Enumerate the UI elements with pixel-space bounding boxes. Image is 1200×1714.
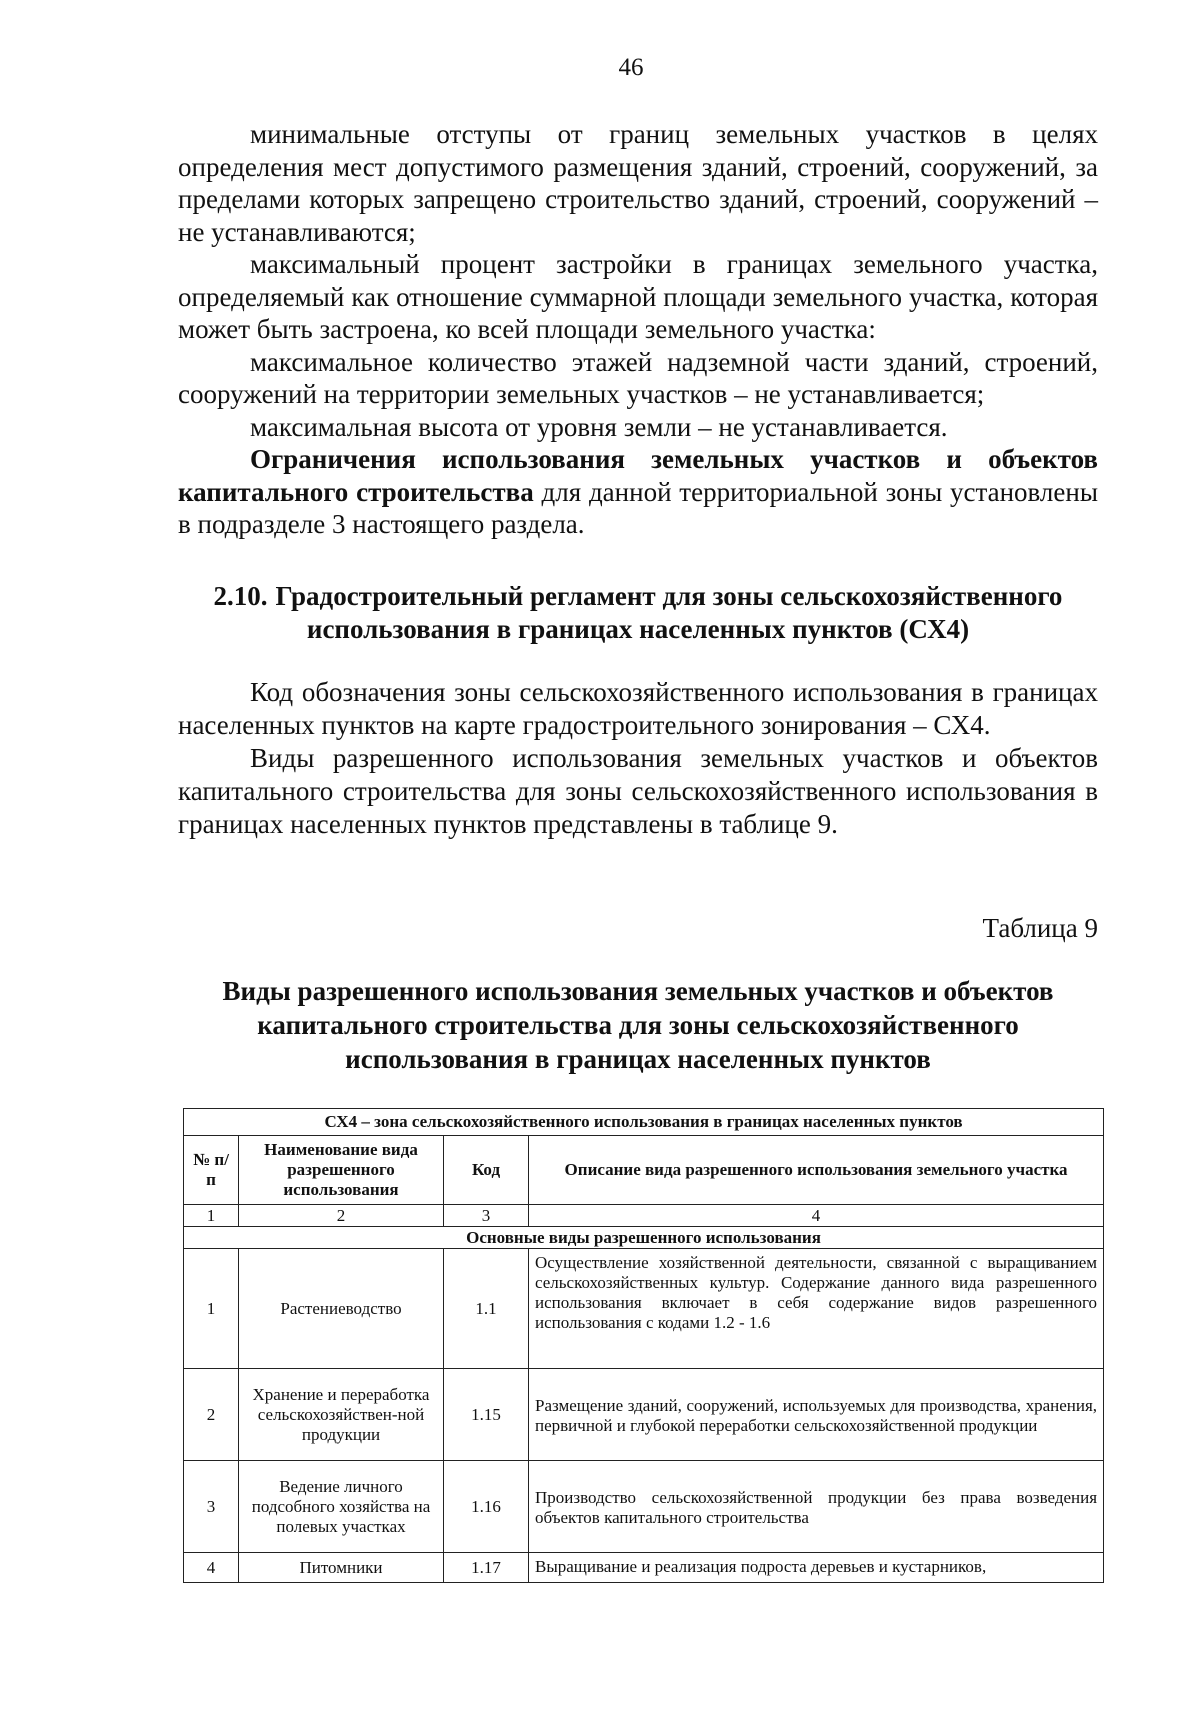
paragraph-setbacks: минимальные отступы от границ земельных участков в целях определения мест допустимого размещения зданий, строений, сооружений, за пределами которых запрещено строительство зданий, строений, сооружений – не устанавливаются; bbox=[178, 119, 1098, 247]
permitted-uses-table bbox=[183, 1108, 1104, 1583]
header-name: Наименование вида разрешенного использования bbox=[239, 1136, 444, 1205]
row-name: Растениеводство bbox=[239, 1249, 444, 1369]
row-code: 1.17 bbox=[444, 1553, 529, 1583]
index-cell: 2 bbox=[239, 1205, 444, 1227]
index-cell: 4 bbox=[529, 1205, 1104, 1227]
table-zone-row bbox=[184, 1109, 1104, 1136]
row-desc: Осуществление хозяйственной деятельности, связанной с выращиванием сельскохозяйственных культур. Содержание данного вида разрешенного использования включает в себя содержание видов разрешенного использования с кодами 1.2 - 1.6 bbox=[529, 1249, 1104, 1369]
top-paragraphs bbox=[178, 118, 1098, 541]
row-num: 4 bbox=[184, 1553, 239, 1583]
section-number: 2.10. bbox=[213, 581, 268, 611]
header-num: № п/п bbox=[184, 1136, 239, 1205]
table-subheader-row bbox=[184, 1227, 1104, 1249]
table-row bbox=[184, 1553, 1104, 1583]
row-desc: Производство сельскохозяйственной продукции без права возведения объектов капитального строительства bbox=[529, 1461, 1104, 1553]
index-cell: 1 bbox=[184, 1205, 239, 1227]
row-num: 3 bbox=[184, 1461, 239, 1553]
table-row bbox=[184, 1249, 1104, 1369]
table-row bbox=[184, 1461, 1104, 1553]
index-cell: 3 bbox=[444, 1205, 529, 1227]
paragraph-zone-code: Код обозначения зоны сельскохозяйственного использования в границах населенных пунктов на карте градостроительного зонирования – СХ4. bbox=[178, 677, 1098, 740]
page-number: 46 bbox=[618, 54, 644, 81]
middle-paragraphs bbox=[178, 676, 1098, 841]
table-header-row bbox=[184, 1136, 1104, 1205]
row-desc: Размещение зданий, сооружений, используемых для производства, хранения, первичной и глубокой переработки сельскохозяйственной продукции bbox=[529, 1369, 1104, 1461]
row-code: 1.16 bbox=[444, 1461, 529, 1553]
row-name: Хранение и переработка сельскохозяйствен-ной продукции bbox=[239, 1369, 444, 1461]
table-index-row bbox=[184, 1205, 1104, 1227]
paragraph-building-percent: максимальный процент застройки в границах земельного участка, определяемый как отношение суммарной площади земельного участка, которая может быть застроена, ко всей площади земельного участка: bbox=[178, 249, 1098, 344]
restrictions-bold: Ограничения использования земельных участков и объектов капитального строительства bbox=[178, 444, 1098, 507]
row-desc: Выращивание и реализация подроста деревьев и кустарников, bbox=[529, 1553, 1104, 1583]
restrictions-rest: для данной территориальной зоны установлены в подразделе 3 настоящего раздела. bbox=[178, 476, 1098, 539]
row-code: 1.15 bbox=[444, 1369, 529, 1461]
paragraph-height: максимальная высота от уровня земли – не устанавливается. bbox=[250, 411, 948, 442]
table-title: Виды разрешенного использования земельных участков и объектов капитального строительства для зоны сельскохозяйственного использования в границах населенных пунктов bbox=[222, 976, 1054, 1074]
table-row bbox=[184, 1369, 1104, 1461]
section-heading bbox=[178, 580, 1098, 646]
row-num: 1 bbox=[184, 1249, 239, 1369]
paragraph-floors: максимальное количество этажей надземной части зданий, строений, сооружений на территории земельных участков – не устанавливается; bbox=[178, 346, 1098, 409]
zone-header-cell: СХ4 – зона сельскохозяйственного использования в границах населенных пунктов bbox=[184, 1109, 1104, 1136]
section-title: Градостроительный регламент для зоны сельскохозяйственного использования в границах населенных пунктов (СХ4) bbox=[275, 581, 1063, 644]
header-desc: Описание вида разрешенного использования земельного участка bbox=[529, 1136, 1104, 1205]
row-name: Ведение личного подсобного хозяйства на полевых участках bbox=[239, 1461, 444, 1553]
paragraph-table-reference: Виды разрешенного использования земельных участков и объектов капитального строительства для зоны сельскохозяйственного использования в границах населенных пунктов представлены в таблице 9. bbox=[178, 743, 1098, 839]
row-code: 1.1 bbox=[444, 1249, 529, 1369]
row-name: Питомники bbox=[239, 1553, 444, 1583]
subheader-cell: Основные виды разрешенного использования bbox=[184, 1227, 1104, 1249]
table-label: Таблица 9 bbox=[982, 913, 1098, 943]
paragraph-restrictions bbox=[178, 443, 1098, 541]
row-num: 2 bbox=[184, 1369, 239, 1461]
header-code: Код bbox=[444, 1136, 529, 1205]
